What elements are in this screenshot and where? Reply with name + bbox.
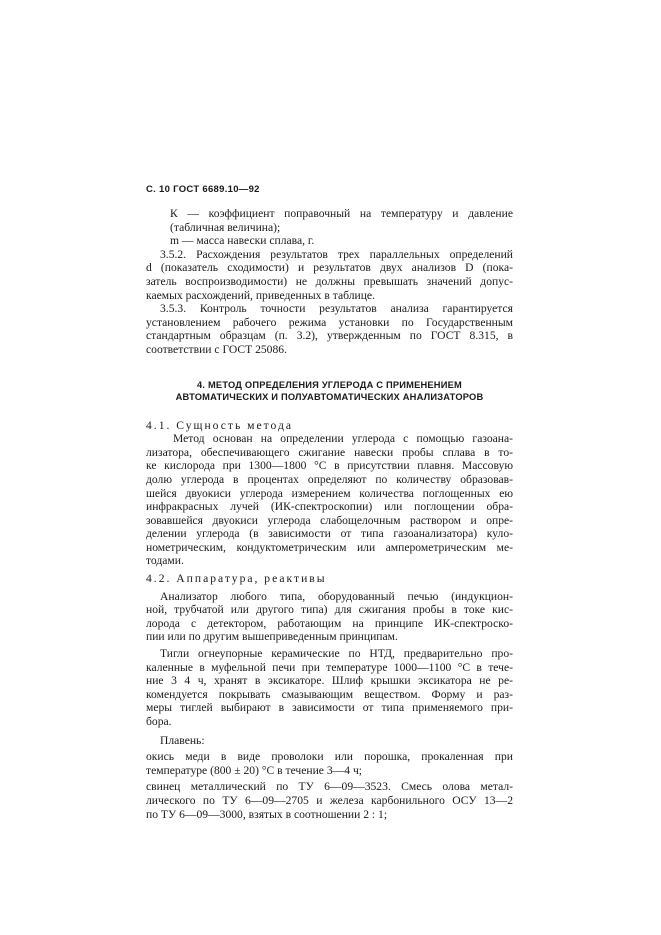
text-line: соответствии с ГОСТ 25086. <box>146 342 287 356</box>
subsection-heading: 4.1. Сущность метода <box>146 418 294 432</box>
text-line: лического по ТУ 6—09—2705 и железа карбонильного ОСУ 13—2 <box>146 793 513 807</box>
subsection-heading: 4.2. Аппаратура, реактивы <box>146 572 327 586</box>
section-title-line: АВТОМАТИЧЕСКИХ И ПОЛУАВТОМАТИЧЕСКИХ АНАЛИЗАТОРОВ <box>175 391 484 402</box>
text-line: (табличная величина); <box>170 220 281 234</box>
text-line: ке кислорода при 1300—1800 °С в присутствии плавня. Массовую <box>146 459 513 473</box>
text-line: ной, трубчатой или другого типа) для сжигания пробы в токе кис- <box>146 603 513 617</box>
text-line: d (показатель сходимости) и результатов двух анализов D (пока- <box>146 261 513 275</box>
document-body <box>146 207 513 821</box>
text-line: шейся двуокиси углерода измерением количества поглощенных ею <box>146 486 513 500</box>
text-line: зовавшейся двуокиси углерода слабощелочным раствором и опре- <box>146 513 513 527</box>
paragraph-4-1 <box>146 432 513 568</box>
text-line: лизатора, обеспечивающего сжигание навески пробы сплава в то- <box>146 445 513 459</box>
text-line: окись меди в виде проволоки или порошка, прокаленная при <box>146 750 513 764</box>
text-line: каленные в муфельной печи при температуре 1000—1100 °С в тече- <box>146 660 513 674</box>
paragraph-3-5-3 <box>146 302 513 356</box>
text-line: делении углерода (в зависимости от типа газоанализатора) куло- <box>146 527 513 541</box>
text-line: свинец металлический по ТУ 6—09—3523. Смесь олова метал- <box>146 780 513 794</box>
text-line: установлением рабочего режима установки по Государственным <box>146 315 513 329</box>
paragraph-lead-tin <box>146 780 513 821</box>
text-line: Анализатор любого типа, оборудованный печью (индукцион- <box>160 589 513 603</box>
definition-m <box>146 234 513 248</box>
paragraph-4-2-crucibles <box>146 647 513 729</box>
page-header: С. 10 ГОСТ 6689.10—92 <box>146 184 260 195</box>
text-line: m — масса навески сплава, г. <box>170 234 315 248</box>
definition-k <box>146 207 513 234</box>
text-line: меры тиглей выбирают в зависимости от типа применяемого при- <box>146 701 513 715</box>
text-line: тодами. <box>146 554 184 568</box>
text-line: 3.5.2. Расхождения результатов трех параллельных определений <box>160 247 513 261</box>
paragraph-copper-oxide <box>146 750 513 777</box>
text-line: нометрическим, кондуктометрическим или амперометрическим ме- <box>146 540 513 554</box>
paragraph-3-5-2 <box>146 248 513 302</box>
section-title-line: 4. МЕТОД ОПРЕДЕЛЕНИЯ УГЛЕРОДА С ПРИМЕНЕНИЕМ <box>197 379 462 390</box>
text-line: инфракрасных лучей (ИК-спектроскопии) или поглощении обра- <box>146 500 513 514</box>
heading-4-1 <box>146 419 513 433</box>
text-line: Плавень: <box>160 733 205 747</box>
heading-4-2 <box>146 572 513 586</box>
text-line: долю углерода в процентах определяют по количеству образовав- <box>146 472 513 486</box>
text-line: затель воспроизводимости) не должны превышать значений допус- <box>146 274 513 288</box>
section-title <box>146 379 513 403</box>
text-line: К — коэффициент поправочный на температуру и давление <box>170 207 513 220</box>
text-line: бора. <box>146 715 172 728</box>
text-line: лорода с детектором, работающим на принципе ИК-спектроско- <box>146 616 513 630</box>
text-line: каемых расхождений, приведенных в таблице. <box>146 288 375 302</box>
paragraph-4-2-analyzer <box>146 590 513 644</box>
text-line: пии или по другим вышеприведенным принципам. <box>146 630 398 644</box>
text-line: ние 3 4 ч, хранят в эксикаторе. Шлиф крышки эксикатора не ре- <box>146 674 513 688</box>
text-line: 3.5.3. Контроль точности результатов анализа гарантируется <box>160 302 513 316</box>
text-line: комендуется покрывать смазывающим веществом. Форму и раз- <box>146 687 513 701</box>
text-line: температуре (800 ± 20) °С в течение 3—4 ч; <box>146 763 362 777</box>
text-line: по ТУ 6—09—3000, взятых в соотношении 2 : 1; <box>146 807 388 821</box>
text-line: Тигли огнеупорные керамические по НТД, предварительно про- <box>160 647 513 661</box>
paragraph-flux-label <box>146 734 513 748</box>
text-line: Метод основан на определении углерода с помощью газоана- <box>173 432 513 446</box>
text-line: стандартным образцам (п. 3.2), утвержденным по ГОСТ 8.315, в <box>146 329 513 343</box>
